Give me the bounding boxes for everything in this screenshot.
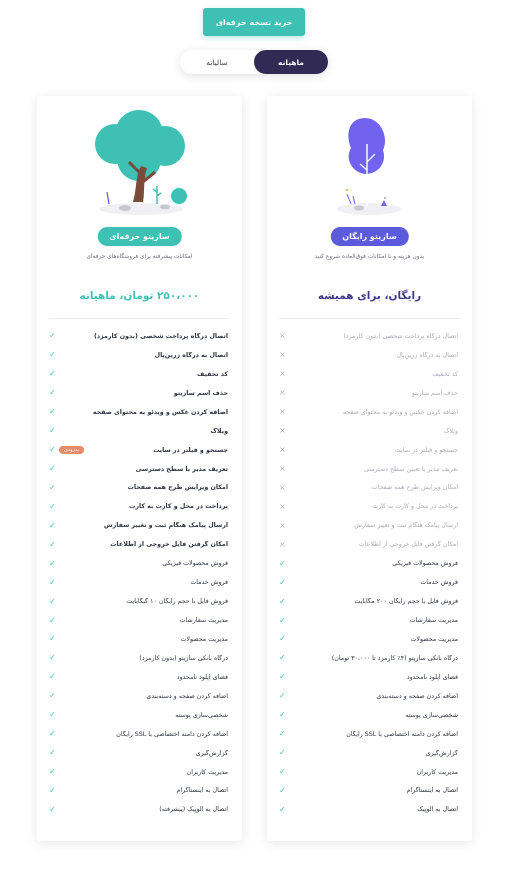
check-icon: ✓ [279,596,286,606]
feature-label: فضای آپلود نامحدود [176,673,228,681]
feature-label: اتصال به درگاه زرین‌پال [396,351,458,359]
feature-label: امکان ویرایش طرح همه صفحات [127,484,228,492]
feature-label: فروش محصولات فیزیکی [392,560,458,568]
feature-label: جستجو و فیلتر در سایت [394,446,458,454]
feature-item [37,365,242,384]
toggle-monthly[interactable]: ماهیانه [254,50,328,74]
feature-item [267,611,472,630]
check-icon: ✓ [279,615,286,625]
check-icon: ✓ [279,634,286,644]
feature-item [37,535,242,554]
feature-label: فروش خدمات [190,579,228,587]
feature-label: اضافه کردن دامنه اختصاصی با SSL رایگان [116,730,228,738]
divider [49,318,230,319]
feature-item [37,479,242,498]
feature-item [37,630,242,649]
feature-label: اتصال به درگاه زرین‌پال [154,351,228,359]
cross-icon: × [279,369,286,379]
feature-item [37,497,242,516]
feature-label: اضافه کردن دامنه اختصاصی با SSL رایگان [346,730,458,738]
coming-soon-badge: به‌زودی [59,446,84,454]
check-icon: ✓ [49,785,56,795]
feature-item [37,460,242,479]
plan-price: ۲۵۰،۰۰۰ تومان، ماهیانه [79,290,200,302]
feature-item [267,535,472,554]
feature-item [37,554,242,573]
cross-icon: × [279,501,286,511]
feature-item [267,592,472,611]
feature-item [267,763,472,782]
feature-item [37,422,242,441]
feature-item [37,403,242,422]
feature-label: فروش فایل با حجم رایگان ۱۰ گیگابایت [126,598,228,606]
check-icon: ✓ [49,615,56,625]
purple-tree-icon [267,104,472,224]
feature-label: مدیریت محصولات [410,635,458,643]
feature-label: وبلاگ [443,427,458,435]
feature-label: امکان گرفتن فایل خروجی از اطلاعات [110,541,228,549]
cross-icon: × [279,407,286,417]
feature-item [267,346,472,365]
feature-label: حذف اسم سازیتو [173,389,228,397]
feature-item [37,346,242,365]
check-icon: ✓ [49,369,56,379]
feature-label: جستجو و فیلتر در سایت [153,446,228,454]
feature-label: اضافه کردن صفحه و دسته‌بندی [146,692,228,700]
feature-item [37,706,242,725]
feature-item [267,479,472,498]
feature-label: مدیریت سفارشات [409,617,458,625]
feature-label: تعریف مدیر با سطح دسترسی [135,465,228,473]
feature-item [37,611,242,630]
cross-icon: × [279,350,286,360]
feature-label: مدیریت سفارشات [179,617,228,625]
check-icon: ✓ [49,729,56,739]
feature-label: گزارش‌گیری [195,749,228,757]
check-icon: ✓ [49,577,56,587]
feature-list [267,327,472,819]
feature-label: اضافه کردن عکس و ویدئو به محتوای صفحه [92,408,228,416]
check-icon: ✓ [49,558,56,568]
feature-item [267,573,472,592]
check-icon: ✓ [49,331,56,341]
feature-item [267,649,472,668]
billing-toggle[interactable] [180,50,328,74]
check-icon: ✓ [279,691,286,701]
feature-label: پرداخت در محل و کارت به کارت [129,503,228,511]
feature-item [37,327,242,346]
check-icon: ✓ [49,767,56,777]
cross-icon: × [279,464,286,474]
feature-label: گزارش‌گیری [425,749,458,757]
feature-label: اتصال به الوپیک [417,806,458,814]
check-icon: ✓ [49,653,56,663]
feature-item [267,422,472,441]
cross-icon: × [279,482,286,492]
check-icon: ✓ [49,672,56,682]
feature-label: فروش محصولات فیزیکی [162,560,228,568]
feature-item [37,592,242,611]
check-icon: ✓ [49,520,56,530]
check-icon: ✓ [279,577,286,587]
check-icon: ✓ [279,729,286,739]
feature-item [267,441,472,460]
check-icon: ✓ [49,691,56,701]
plan-price: رایگان، برای همیشه [317,290,422,302]
feature-item [267,460,472,479]
feature-label: اتصال به الوپیک (پیشرفته) [159,806,228,814]
feature-item [37,573,242,592]
plan-subtitle: بدون هزینه و با امکانات فوق‌العاده شروع کنید [314,254,425,260]
feature-label: اتصال درگاه پرداخت شخصی (بدون کارمزد) [343,332,458,340]
feature-item [37,800,242,819]
feature-label: تعریف مدیر با تعیین سطح دسترسی [364,465,458,473]
feature-label: شخصی‌سازی پوسته [405,711,458,719]
teal-tree-icon [37,104,242,224]
feature-label: فروش خدمات [420,579,458,587]
cross-icon: × [279,331,286,341]
feature-item [267,668,472,687]
feature-label: ارسال پیامک هنگام ثبت و تغییر سفارش [354,522,458,530]
feature-label: اضافه کردن صفحه و دسته‌بندی [376,692,458,700]
feature-item [267,630,472,649]
feature-label: مدیریت کاربران [186,768,228,776]
feature-label: اتصال درگاه پرداخت شخصی (بدون کارمزد) [93,332,228,340]
feature-label: امکان گرفتن فایل خروجی از اطلاعات [358,541,458,549]
feature-label: درگاه بانکی سازیتو (۴٪ کارمزد تا ۳۰،۰۰۰ تومان) [331,654,458,662]
feature-item [267,725,472,744]
feature-label: امکان ویرایش طرح همه صفحات [371,484,458,492]
plan-card-free [267,96,472,841]
feature-item [267,384,472,403]
plan-card-pro [37,96,242,841]
feature-label: اضافه کردن عکس و ویدئو به محتوای صفحه [342,408,458,416]
feature-item [267,365,472,384]
check-icon: ✓ [49,445,56,455]
feature-item [37,763,242,782]
feature-item [267,706,472,725]
check-icon: ✓ [279,672,286,682]
check-icon: ✓ [49,426,56,436]
feature-label: کد تخفیف [197,370,228,378]
check-icon: ✓ [279,804,286,814]
feature-list [37,327,242,819]
check-icon: ✓ [279,748,286,758]
buy-pro-button[interactable]: خرید نسخه حرفه‌ای [203,8,305,36]
feature-item [267,782,472,801]
feature-item [37,441,242,460]
feature-item [37,668,242,687]
feature-label: اتصال به اینستاگرام [406,787,458,795]
feature-label: مدیریت کاربران [416,768,458,776]
plan-name-badge: سازیتو رایگان [330,227,408,246]
feature-label: فضای آپلود نامحدود [406,673,458,681]
check-icon: ✓ [49,539,56,549]
feature-label: فروش فایل با حجم رایگان ۲۰۰ مگابایت [354,598,458,606]
cross-icon: × [279,539,286,549]
feature-item [267,327,472,346]
check-icon: ✓ [49,596,56,606]
cross-icon: × [279,445,286,455]
feature-item [267,744,472,763]
plan-name-badge: سازیتو حرفه‌ای [97,227,181,246]
check-icon: ✓ [49,804,56,814]
feature-label: وبلاگ [210,427,228,435]
check-icon: ✓ [49,634,56,644]
feature-item [267,497,472,516]
feature-label: کد تخفیف [432,370,458,378]
check-icon: ✓ [49,464,56,474]
divider [279,318,460,319]
feature-label: ارسال پیامک هنگام ثبت و تغییر سفارش [103,522,228,530]
plan-subtitle: امکانات پیشرفته برای فروشگاه‌های حرفه‌ای [86,254,193,260]
check-icon: ✓ [49,501,56,511]
check-icon: ✓ [49,407,56,417]
cross-icon: × [279,520,286,530]
feature-item [37,725,242,744]
feature-item [267,403,472,422]
feature-item [37,649,242,668]
cross-icon: × [279,426,286,436]
check-icon: ✓ [279,653,286,663]
toggle-yearly[interactable]: سالیانه [206,57,228,67]
feature-item [37,384,242,403]
feature-item [267,516,472,535]
check-icon: ✓ [49,710,56,720]
feature-item [267,554,472,573]
feature-label: درگاه بانکی سازیتو (بدون کارمزد) [139,654,228,662]
check-icon: ✓ [279,785,286,795]
feature-item [267,800,472,819]
feature-label: مدیریت محصولات [180,635,228,643]
feature-item [37,744,242,763]
check-icon: ✓ [49,482,56,492]
check-icon: ✓ [279,767,286,777]
feature-label: حذف اسم سازیتو [411,389,458,397]
feature-item [37,516,242,535]
cross-icon: × [279,388,286,398]
feature-item [37,782,242,801]
feature-item [37,687,242,706]
check-icon: ✓ [49,388,56,398]
check-icon: ✓ [49,748,56,758]
feature-item [267,687,472,706]
feature-label: شخصی‌سازی پوسته [175,711,228,719]
check-icon: ✓ [279,710,286,720]
feature-label: پرداخت در محل و کارت به کارت [372,503,458,511]
check-icon: ✓ [49,350,56,360]
feature-label: اتصال به اینستاگرام [176,787,228,795]
check-icon: ✓ [279,558,286,568]
